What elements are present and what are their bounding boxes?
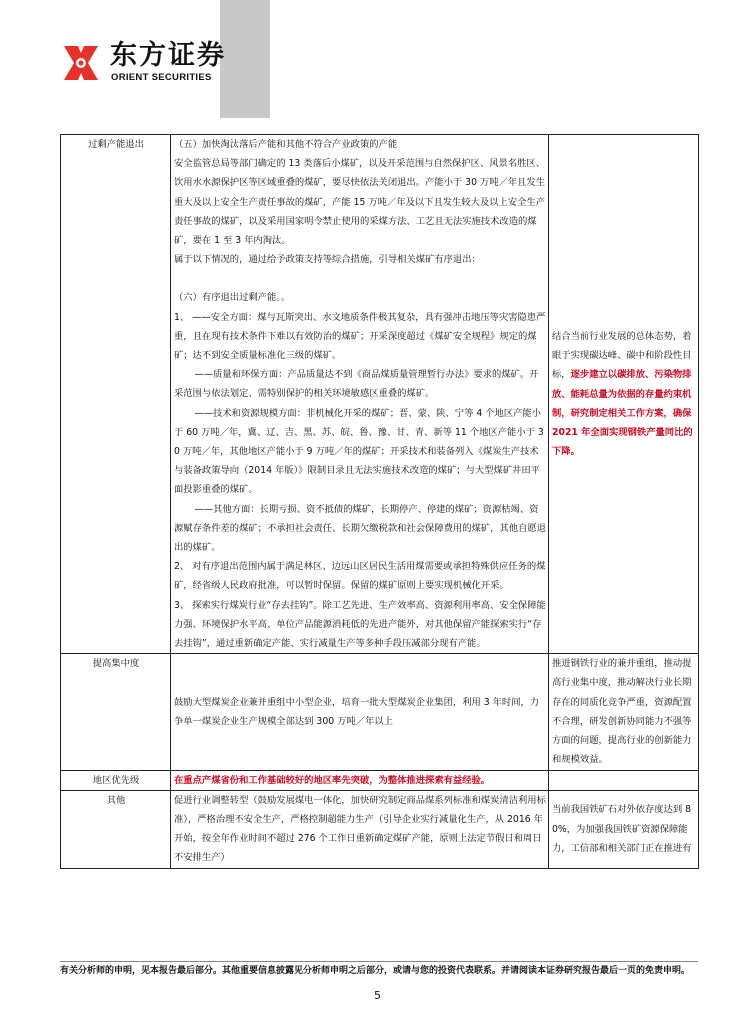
orient-logo-icon	[58, 40, 104, 86]
row-note	[549, 135, 699, 654]
company-logo	[58, 40, 228, 86]
row-content	[171, 135, 549, 654]
footer-disclaimer: 有关分析师的申明，见本报告最后部分。其他重要信息披露见分析师申明之后部分，或请与您的投资代表联系。并请阅读本证券研究报告最后一页的免责申明。	[60, 966, 691, 976]
row-category: 过剩产能退出	[61, 135, 171, 654]
table-row	[61, 654, 699, 770]
content-paragraph	[174, 269, 546, 288]
table-row	[61, 790, 699, 868]
row-note: 推进钢铁行业的兼并重组，推动提高行业集中度，推动解决行业长期存在的同质化竞争严重，资源配置不合理，研发创新协同能力不强等方面的问题，提高行业的创新能力和规模效益。	[549, 654, 699, 770]
content-paragraph: 安全监管总局等部门确定的 13 类落后小煤矿，以及开采范围与自然保护区、风景名胜区、饮用水水源保护区等区域重叠的煤矿，要尽快依法关闭退出。产能小于 30 万吨／年且发生重大及以上安全生产责任事故的煤矿，产能 15 万吨／年及以下且发生较大及以上安全生产责任事故的煤矿，以及采用国家明令禁止使用的采煤方法、工艺且无法实施技术改造的煤矿，要在 1 至 3 年内淘汰。	[174, 158, 546, 247]
content-paragraph: 3、 探索实行煤炭行业“存去挂钩”。除工艺先进、生产效率高、资源利用率高、安全保障能力强、环境保护水平高、单位产品能源消耗低的先进产能外，对其他保留产能探索实行“存去挂钩”，通过重新确定产能、实行减量生产等多种手段压减部分现有产能。	[174, 599, 546, 650]
content-paragraph: 属于以下情况的，通过给予政策支持等综合措施，引导相关煤矿有序退出：	[174, 254, 481, 266]
row-category: 地区优先级	[61, 770, 171, 790]
note-highlight: 逐步建立以碳排放、污染物排放、能耗总量为依据的存量约束机制，研究制定相关工作方案，确保2021 年全面实现钢铁产量同比的下降。	[552, 369, 693, 458]
content-paragraph: 2、 对有序退出范围内属于满足林区、边远山区居民生活用煤需要或承担特殊供应任务的煤矿，经省级人民政府批准，可以暂时保留。保留的煤矿原则上要实现机械化开采。	[174, 561, 546, 592]
table-row	[61, 770, 699, 790]
logo-english-name: ORIENT SECURITIES	[111, 72, 212, 83]
row-category: 其他	[61, 790, 171, 868]
row-category: 提高集中度	[61, 654, 171, 770]
content-paragraph: ——质量和环保方面：产品质量达不到《商品煤质量管理暂行办法》要求的煤矿。开采范围与依法划定、需特别保护的相关环境敏感区重叠的煤矿。	[174, 369, 539, 400]
note-text: 结合当前行业发展的总体态势，着眼于实现碳达峰、碳中和阶段性目标，	[552, 330, 692, 381]
content-highlight: 在重点产煤省份和工作基础较好的地区率先突破，为整体推进探索有益经验。	[174, 774, 491, 786]
content-paragraph: （六）有序退出过剩产能。。	[174, 292, 291, 304]
row-content	[171, 770, 549, 790]
content-paragraph: ——其他方面：长期亏损、资不抵债的煤矿，长期停产、停建的煤矿；资源枯竭、资源赋存条件差的煤矿；不承担社会责任、长期欠缴税款和社会保障费用的煤矿，其他自愿退出的煤矿。	[174, 503, 546, 554]
content-paragraph: ——技术和资源规模方面：非机械化开采的煤矿；晋、蒙、陕、宁等 4 个地区产能小于 60 万吨／年，冀、辽、吉、黑、苏、皖、鲁、豫、甘、青、新等 11 个地区产能小于 30 万吨／年，其他地区产能小于 9 万吨／年的煤矿；开采技术和装备列入《煤炭生产技术与装备政策导向（2014 年版）》限制目录且无法实施技术改造的煤矿；与大型煤矿井田平面投影重叠的煤矿。	[174, 407, 544, 496]
content-paragraph: （五）加快淘汰落后产能和其他不符合产业政策的产能	[174, 139, 398, 150]
row-content: 促进行业调整转型（鼓励发展煤电一体化，加快研究制定商品煤系列标准和煤炭清洁利用标准），严格治理不安全生产，严格控制超能力生产（引导企业实行减量化生产，从 2016 年开始，按全年作业时间不超过 276 个工作日重新确定煤矿产能，原则上法定节假日和周日不安排生产）	[171, 790, 549, 868]
row-note	[549, 770, 699, 790]
policy-table	[60, 134, 699, 869]
page-number: 5	[374, 989, 381, 1002]
logo-chinese-name: 东方证券	[110, 40, 226, 71]
footer-divider	[60, 961, 698, 962]
row-content: 鼓励大型煤炭企业兼并重组中小型企业，培育一批大型煤炭企业集团，利用 3 年时间，力争单一煤炭企业生产规模全部达到 300 万吨／年以上	[171, 654, 549, 770]
content-paragraph: 1、 ——安全方面：煤与瓦斯突出、水文地质条件极其复杂，具有强冲击地压等灾害隐患严重，且在现有技术条件下难以有效防治的煤矿；开采深度超过《煤矿安全规程》规定的煤矿；达不到安全质量标准化三级的煤矿。	[174, 311, 546, 362]
row-note: 当前我国铁矿石对外依存度达到 80%，为加强我国铁矿资源保障能力，工信部和相关部门正在推进有	[549, 790, 699, 868]
table-row	[61, 135, 699, 654]
